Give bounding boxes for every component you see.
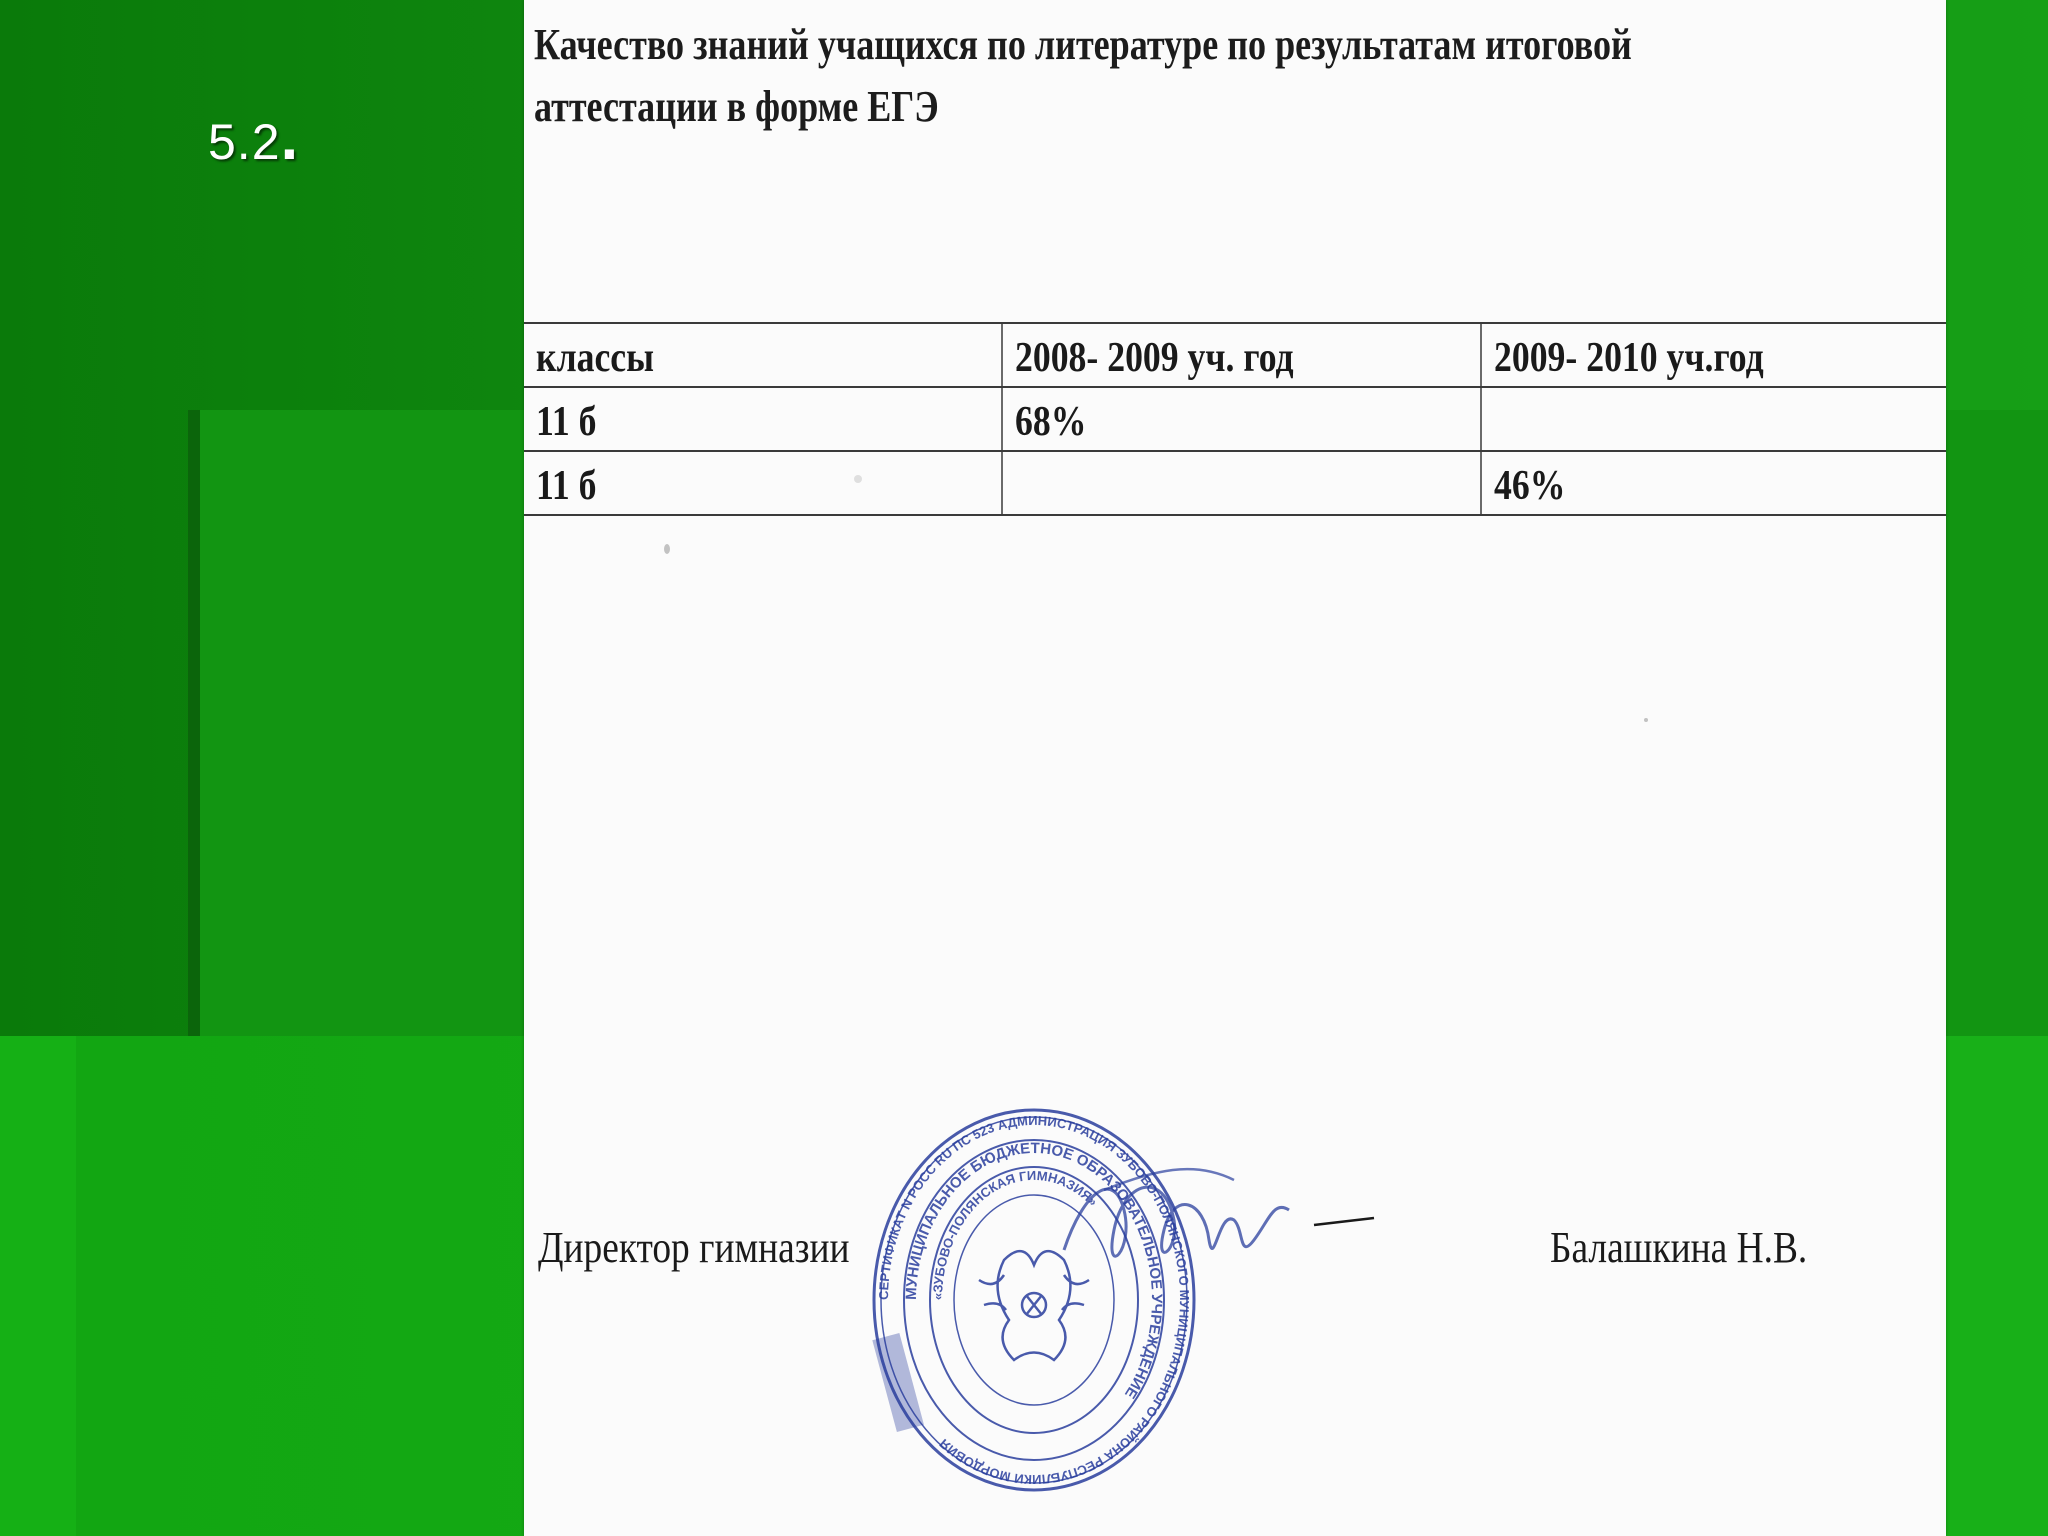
svg-text:«ЗУБОВО-ПОЛЯНСКАЯ ГИМНАЗИЯ»: «ЗУБОВО-ПОЛЯНСКАЯ ГИМНАЗИЯ» [929, 1167, 1101, 1301]
table-cell: 11 б [524, 387, 1002, 451]
slide-number [208, 100, 299, 174]
slide-number-dot: . [280, 101, 300, 173]
scanned-document [524, 0, 1946, 1536]
table-row [524, 387, 1946, 451]
signer-name: Балашкина Н.В. [1550, 1223, 1808, 1272]
table-header-cell: 2009- 2010 уч.год [1481, 323, 1946, 387]
document-title-line-2: аттестации в форме ЕГЭ [534, 82, 939, 131]
background-panel-edge [188, 410, 200, 1040]
results-table [524, 322, 1946, 516]
signer-title: Директор гимназии [538, 1223, 850, 1272]
scan-speck [664, 544, 670, 554]
table-header-cell: 2008- 2009 уч. год [1002, 323, 1481, 387]
table-cell [1481, 387, 1946, 451]
svg-text:СЕРТИФИКАТ N РОСС RU ПС 523 АД: СЕРТИФИКАТ N РОСС RU ПС 523 АДМИНИСТРАЦИЯ ЗУБОВО-ПОЛЯНСКОГО МУНИЦИПАЛЬНОГО РАЙОНА РЕСПУБЛИКИ МОРДОВИЯ [875, 1112, 1193, 1488]
table-header-cell: классы [524, 323, 1002, 387]
slide-number-text: 5.2 [208, 114, 281, 170]
svg-text:МУНИЦИПАЛЬНОЕ БЮДЖЕТНОЕ ОБРАЗО: МУНИЦИПАЛЬНОЕ БЮДЖЕТНОЕ ОБРАЗОВАТЕЛЬНОЕ УЧРЕЖДЕНИЕ [902, 1139, 1166, 1402]
table-cell: 46% [1481, 451, 1946, 515]
table-header-row [524, 323, 1946, 387]
document-title [534, 14, 1649, 138]
table-cell [1002, 451, 1481, 515]
background-panel-left [0, 1036, 76, 1536]
scan-speck [1644, 718, 1648, 722]
signature-block [538, 1222, 1938, 1292]
table-cell: 11 б [524, 451, 1002, 515]
table-cell: 68% [1002, 387, 1481, 451]
document-title-line-1: Качество знаний учащихся по литературе по результатам итоговой [534, 20, 1632, 69]
table-row [524, 451, 1946, 515]
